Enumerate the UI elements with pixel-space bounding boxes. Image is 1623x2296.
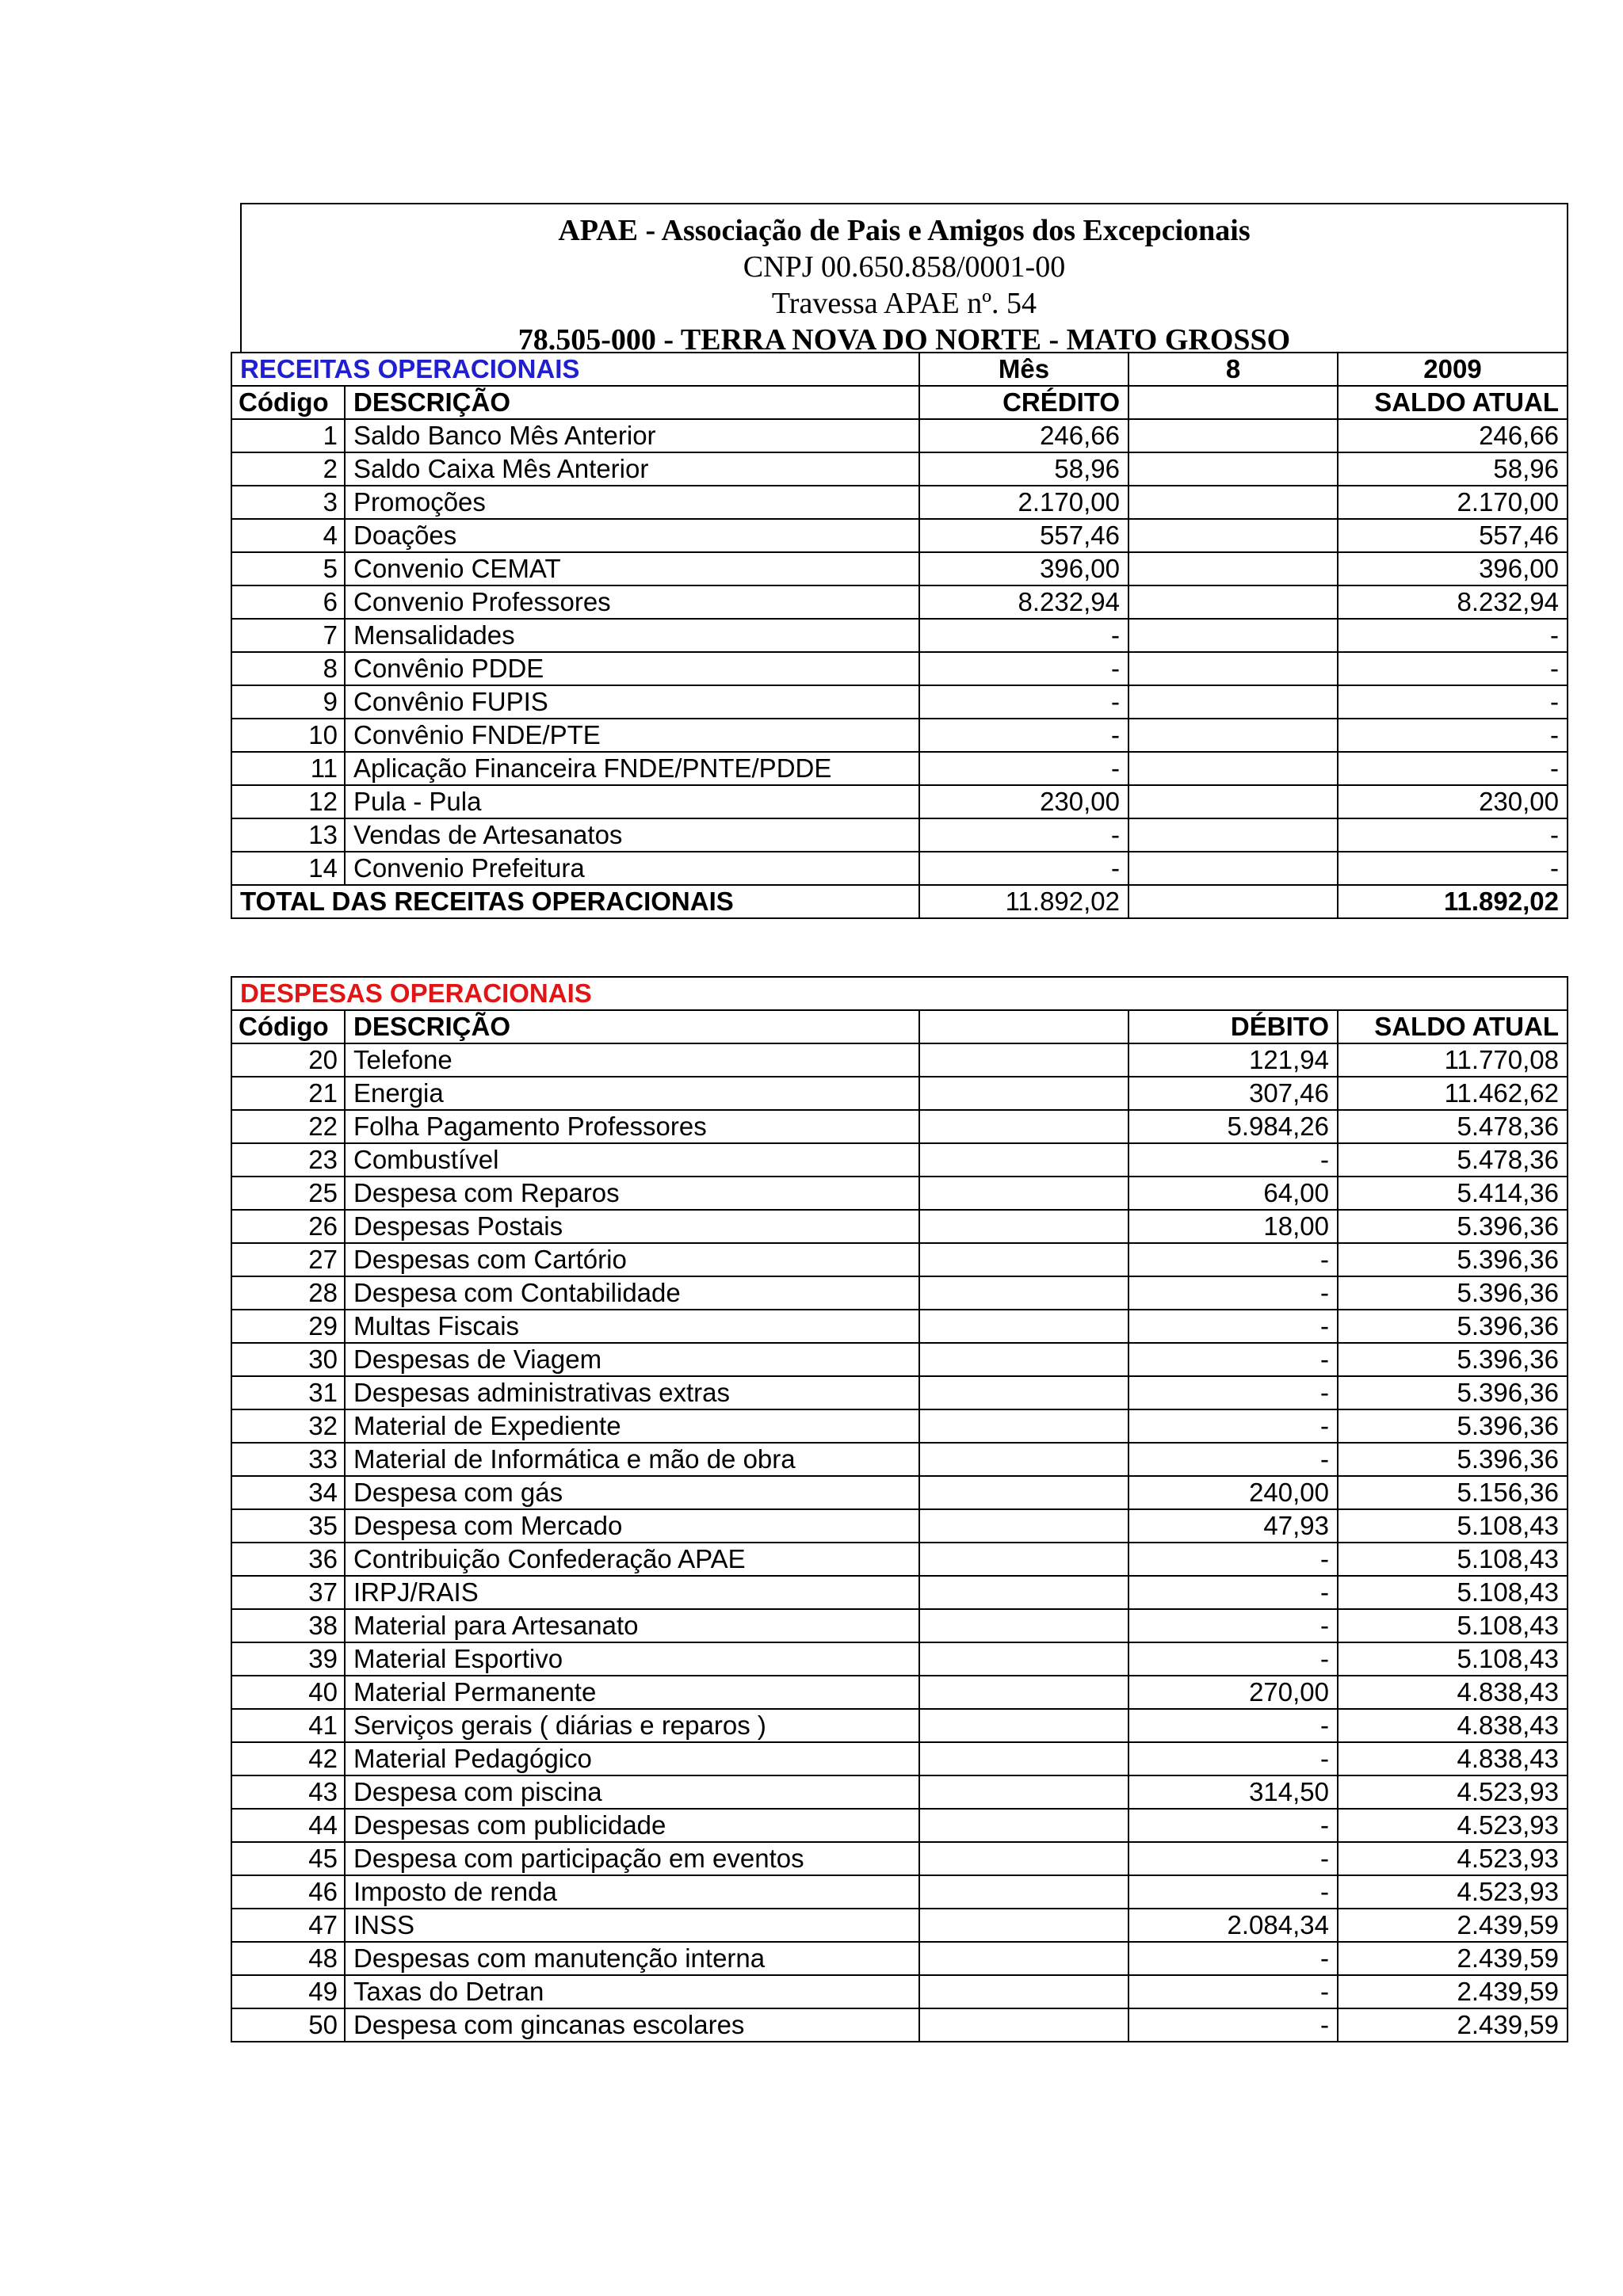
row-debito: - bbox=[1128, 1642, 1338, 1676]
row-debito: - bbox=[1128, 1875, 1338, 1909]
empty-cell bbox=[1128, 552, 1338, 585]
row-saldo: 4.838,43 bbox=[1338, 1676, 1568, 1709]
row-saldo: 11.462,62 bbox=[1338, 1077, 1568, 1110]
row-saldo: 2.439,59 bbox=[1338, 1942, 1568, 1975]
receita-row bbox=[231, 652, 1568, 685]
despesa-row bbox=[231, 1143, 1568, 1177]
despesa-row bbox=[231, 1942, 1568, 1975]
receita-row bbox=[231, 486, 1568, 519]
row-descricao: Despesa com Contabilidade bbox=[345, 1276, 919, 1310]
row-credito: 58,96 bbox=[919, 452, 1128, 486]
receita-row bbox=[231, 552, 1568, 585]
despesa-row bbox=[231, 1543, 1568, 1576]
row-saldo: 4.523,93 bbox=[1338, 1775, 1568, 1809]
despesa-row bbox=[231, 1842, 1568, 1875]
empty-cell bbox=[919, 1875, 1128, 1909]
receita-row bbox=[231, 719, 1568, 752]
row-saldo: 11.770,08 bbox=[1338, 1043, 1568, 1077]
row-descricao: Aplicação Financeira FNDE/PNTE/PDDE bbox=[345, 752, 919, 785]
col-descricao: DESCRIÇÃO bbox=[345, 386, 919, 419]
row-descricao: Despesa com Reparos bbox=[345, 1177, 919, 1210]
row-saldo: 4.838,43 bbox=[1338, 1709, 1568, 1742]
row-descricao: Mensalidades bbox=[345, 619, 919, 652]
row-descricao: Convênio PDDE bbox=[345, 652, 919, 685]
despesa-row bbox=[231, 1376, 1568, 1409]
empty-cell bbox=[919, 1210, 1128, 1243]
row-debito: - bbox=[1128, 1709, 1338, 1742]
empty-cell bbox=[919, 2008, 1128, 2042]
row-codigo: 12 bbox=[231, 785, 345, 818]
empty-cell bbox=[1128, 452, 1338, 486]
empty-cell bbox=[919, 1509, 1128, 1543]
row-credito: - bbox=[919, 719, 1128, 752]
despesa-row bbox=[231, 1676, 1568, 1709]
row-saldo: - bbox=[1338, 652, 1568, 685]
row-credito: 8.232,94 bbox=[919, 585, 1128, 619]
row-debito: - bbox=[1128, 1543, 1338, 1576]
row-descricao: Taxas do Detran bbox=[345, 1975, 919, 2008]
empty-cell bbox=[919, 1609, 1128, 1642]
empty-cell bbox=[1128, 652, 1338, 685]
empty-cell bbox=[919, 1676, 1128, 1709]
row-codigo: 32 bbox=[231, 1409, 345, 1443]
row-saldo: 2.170,00 bbox=[1338, 486, 1568, 519]
row-codigo: 37 bbox=[231, 1576, 345, 1609]
row-saldo: - bbox=[1338, 719, 1568, 752]
empty-cell bbox=[1128, 685, 1338, 719]
row-descricao: Material para Artesanato bbox=[345, 1609, 919, 1642]
row-descricao: Material Permanente bbox=[345, 1676, 919, 1709]
row-credito: - bbox=[919, 752, 1128, 785]
row-saldo: 5.396,36 bbox=[1338, 1443, 1568, 1476]
mes-label: Mês bbox=[919, 353, 1128, 386]
col-codigo: Código bbox=[231, 386, 345, 419]
row-saldo: 58,96 bbox=[1338, 452, 1568, 486]
row-saldo: - bbox=[1338, 619, 1568, 652]
row-debito: 5.984,26 bbox=[1128, 1110, 1338, 1143]
empty-cell bbox=[1128, 486, 1338, 519]
row-descricao: Saldo Banco Mês Anterior bbox=[345, 419, 919, 452]
despesa-row bbox=[231, 1276, 1568, 1310]
empty-cell bbox=[919, 1077, 1128, 1110]
row-descricao: Despesa com gás bbox=[345, 1476, 919, 1509]
empty-cell bbox=[919, 1775, 1128, 1809]
row-codigo: 36 bbox=[231, 1543, 345, 1576]
empty-cell bbox=[1128, 619, 1338, 652]
row-descricao: Convênio FNDE/PTE bbox=[345, 719, 919, 752]
row-saldo: 5.108,43 bbox=[1338, 1642, 1568, 1676]
receitas-total-row bbox=[231, 885, 1568, 918]
row-saldo: 8.232,94 bbox=[1338, 585, 1568, 619]
receita-row bbox=[231, 519, 1568, 552]
row-descricao: Vendas de Artesanatos bbox=[345, 818, 919, 852]
row-saldo: 5.156,36 bbox=[1338, 1476, 1568, 1509]
empty-cell bbox=[919, 1809, 1128, 1842]
receita-row bbox=[231, 752, 1568, 785]
org-cnpj: CNPJ 00.650.858/0001-00 bbox=[743, 250, 1066, 284]
row-descricao: Despesas de Viagem bbox=[345, 1343, 919, 1376]
row-saldo: 4.523,93 bbox=[1338, 1875, 1568, 1909]
row-codigo: 28 bbox=[231, 1276, 345, 1310]
row-saldo: 2.439,59 bbox=[1338, 1975, 1568, 2008]
row-debito: 47,93 bbox=[1128, 1509, 1338, 1543]
row-credito: 396,00 bbox=[919, 552, 1128, 585]
row-descricao: Convenio CEMAT bbox=[345, 552, 919, 585]
empty-cell bbox=[919, 1709, 1128, 1742]
receita-row bbox=[231, 852, 1568, 885]
despesas-title: DESPESAS OPERACIONAIS bbox=[231, 977, 1568, 1010]
despesa-row bbox=[231, 1210, 1568, 1243]
row-descricao: INSS bbox=[345, 1909, 919, 1942]
empty-cell bbox=[919, 1276, 1128, 1310]
despesa-row bbox=[231, 1476, 1568, 1509]
despesa-row bbox=[231, 2008, 1568, 2042]
row-credito: 2.170,00 bbox=[919, 486, 1128, 519]
despesa-row bbox=[231, 1409, 1568, 1443]
empty-cell bbox=[919, 1443, 1128, 1476]
empty-cell bbox=[919, 1975, 1128, 2008]
org-name: APAE - Associação de Pais e Amigos dos Excepcionais bbox=[558, 214, 1251, 247]
row-debito: - bbox=[1128, 1842, 1338, 1875]
row-codigo: 13 bbox=[231, 818, 345, 852]
row-debito: - bbox=[1128, 1609, 1338, 1642]
row-saldo: - bbox=[1338, 685, 1568, 719]
row-descricao: Despesa com Mercado bbox=[345, 1509, 919, 1543]
row-debito: - bbox=[1128, 1809, 1338, 1842]
receita-row bbox=[231, 619, 1568, 652]
empty-cell bbox=[919, 1909, 1128, 1942]
row-saldo: 5.478,36 bbox=[1338, 1110, 1568, 1143]
row-descricao: Doações bbox=[345, 519, 919, 552]
row-debito: 307,46 bbox=[1128, 1077, 1338, 1110]
despesa-row bbox=[231, 1177, 1568, 1210]
despesa-row bbox=[231, 1909, 1568, 1942]
header-box bbox=[240, 203, 1568, 353]
row-codigo: 11 bbox=[231, 752, 345, 785]
despesa-row bbox=[231, 1509, 1568, 1543]
empty-cell bbox=[919, 1543, 1128, 1576]
row-codigo: 3 bbox=[231, 486, 345, 519]
row-saldo: 5.396,36 bbox=[1338, 1376, 1568, 1409]
row-debito: 18,00 bbox=[1128, 1210, 1338, 1243]
row-descricao: Saldo Caixa Mês Anterior bbox=[345, 452, 919, 486]
row-debito: 121,94 bbox=[1128, 1043, 1338, 1077]
despesa-row bbox=[231, 1742, 1568, 1775]
row-descricao: Convenio Professores bbox=[345, 585, 919, 619]
row-descricao: Contribuição Confederação APAE bbox=[345, 1543, 919, 1576]
row-codigo: 9 bbox=[231, 685, 345, 719]
row-saldo: 4.523,93 bbox=[1338, 1842, 1568, 1875]
empty-cell bbox=[919, 1143, 1128, 1177]
row-codigo: 2 bbox=[231, 452, 345, 486]
row-descricao: Material de Expediente bbox=[345, 1409, 919, 1443]
empty-cell bbox=[919, 1343, 1128, 1376]
row-debito: - bbox=[1128, 1576, 1338, 1609]
row-saldo: 5.108,43 bbox=[1338, 1609, 1568, 1642]
row-descricao: Despesas com Cartório bbox=[345, 1243, 919, 1276]
row-codigo: 1 bbox=[231, 419, 345, 452]
row-saldo: 5.396,36 bbox=[1338, 1243, 1568, 1276]
despesa-row bbox=[231, 1243, 1568, 1276]
row-saldo: - bbox=[1338, 752, 1568, 785]
despesa-row bbox=[231, 1709, 1568, 1742]
row-codigo: 49 bbox=[231, 1975, 345, 2008]
row-descricao: Pula - Pula bbox=[345, 785, 919, 818]
despesa-row bbox=[231, 1343, 1568, 1376]
row-saldo: 4.838,43 bbox=[1338, 1742, 1568, 1775]
row-debito: - bbox=[1128, 1343, 1338, 1376]
row-credito: - bbox=[919, 685, 1128, 719]
row-codigo: 38 bbox=[231, 1609, 345, 1642]
row-saldo: 2.439,59 bbox=[1338, 1909, 1568, 1942]
receita-row bbox=[231, 452, 1568, 486]
row-codigo: 41 bbox=[231, 1709, 345, 1742]
empty-cell bbox=[1128, 419, 1338, 452]
row-debito: - bbox=[1128, 1276, 1338, 1310]
row-credito: 557,46 bbox=[919, 519, 1128, 552]
despesa-row bbox=[231, 1775, 1568, 1809]
empty-cell bbox=[919, 1476, 1128, 1509]
empty-cell bbox=[919, 1409, 1128, 1443]
col-saldo: SALDO ATUAL bbox=[1338, 386, 1568, 419]
despesa-row bbox=[231, 1609, 1568, 1642]
despesa-row bbox=[231, 1875, 1568, 1909]
row-descricao: Folha Pagamento Professores bbox=[345, 1110, 919, 1143]
row-saldo: - bbox=[1338, 852, 1568, 885]
row-saldo: 5.478,36 bbox=[1338, 1143, 1568, 1177]
row-descricao: Imposto de renda bbox=[345, 1875, 919, 1909]
row-codigo: 30 bbox=[231, 1343, 345, 1376]
row-descricao: Material Pedagógico bbox=[345, 1742, 919, 1775]
receita-row bbox=[231, 818, 1568, 852]
row-descricao: Despesa com participação em eventos bbox=[345, 1842, 919, 1875]
empty-cell bbox=[919, 1043, 1128, 1077]
despesa-row bbox=[231, 1443, 1568, 1476]
row-codigo: 22 bbox=[231, 1110, 345, 1143]
empty-cell bbox=[1128, 752, 1338, 785]
row-descricao: IRPJ/RAIS bbox=[345, 1576, 919, 1609]
row-debito: - bbox=[1128, 1376, 1338, 1409]
row-codigo: 45 bbox=[231, 1842, 345, 1875]
row-saldo: 557,46 bbox=[1338, 519, 1568, 552]
empty-cell bbox=[919, 1310, 1128, 1343]
row-codigo: 48 bbox=[231, 1942, 345, 1975]
despesas-title-row bbox=[231, 977, 1568, 1010]
row-codigo: 20 bbox=[231, 1043, 345, 1077]
row-debito: 2.084,34 bbox=[1128, 1909, 1338, 1942]
total-label: TOTAL DAS RECEITAS OPERACIONAIS bbox=[231, 885, 919, 918]
empty-cell bbox=[1128, 785, 1338, 818]
mes-value: 8 bbox=[1128, 353, 1338, 386]
row-codigo: 4 bbox=[231, 519, 345, 552]
empty-cell bbox=[919, 1243, 1128, 1276]
despesa-row bbox=[231, 1809, 1568, 1842]
row-codigo: 10 bbox=[231, 719, 345, 752]
row-codigo: 5 bbox=[231, 552, 345, 585]
row-codigo: 40 bbox=[231, 1676, 345, 1709]
despesas-table bbox=[231, 976, 1568, 2042]
row-codigo: 33 bbox=[231, 1443, 345, 1476]
row-debito: - bbox=[1128, 1310, 1338, 1343]
receita-row bbox=[231, 585, 1568, 619]
row-credito: - bbox=[919, 652, 1128, 685]
despesa-row bbox=[231, 1077, 1568, 1110]
row-descricao: Despesas com manutenção interna bbox=[345, 1942, 919, 1975]
row-descricao: Combustível bbox=[345, 1143, 919, 1177]
row-codigo: 47 bbox=[231, 1909, 345, 1942]
row-debito: - bbox=[1128, 1742, 1338, 1775]
empty-cell bbox=[1128, 585, 1338, 619]
receita-row bbox=[231, 785, 1568, 818]
year-value: 2009 bbox=[1338, 353, 1568, 386]
row-saldo: 2.439,59 bbox=[1338, 2008, 1568, 2042]
row-codigo: 42 bbox=[231, 1742, 345, 1775]
row-saldo: 5.414,36 bbox=[1338, 1177, 1568, 1210]
row-codigo: 44 bbox=[231, 1809, 345, 1842]
row-codigo: 35 bbox=[231, 1509, 345, 1543]
row-debito: - bbox=[1128, 1243, 1338, 1276]
receitas-title-row bbox=[231, 353, 1568, 386]
col-codigo: Código bbox=[231, 1010, 345, 1043]
empty-cell bbox=[1128, 852, 1338, 885]
empty-cell bbox=[1128, 818, 1338, 852]
receita-row bbox=[231, 685, 1568, 719]
row-codigo: 31 bbox=[231, 1376, 345, 1409]
row-codigo: 46 bbox=[231, 1875, 345, 1909]
row-credito: 230,00 bbox=[919, 785, 1128, 818]
row-saldo: 5.396,36 bbox=[1338, 1276, 1568, 1310]
row-debito: 270,00 bbox=[1128, 1676, 1338, 1709]
row-debito: - bbox=[1128, 1975, 1338, 2008]
row-descricao: Despesas Postais bbox=[345, 1210, 919, 1243]
despesa-row bbox=[231, 1576, 1568, 1609]
empty-cell bbox=[919, 1642, 1128, 1676]
row-descricao: Despesas administrativas extras bbox=[345, 1376, 919, 1409]
empty-cell bbox=[1128, 519, 1338, 552]
row-saldo: 5.396,36 bbox=[1338, 1210, 1568, 1243]
row-descricao: Despesas com publicidade bbox=[345, 1809, 919, 1842]
receitas-title: RECEITAS OPERACIONAIS bbox=[231, 353, 919, 386]
despesa-row bbox=[231, 1310, 1568, 1343]
despesa-row bbox=[231, 1043, 1568, 1077]
row-saldo: 4.523,93 bbox=[1338, 1809, 1568, 1842]
row-saldo: 5.396,36 bbox=[1338, 1343, 1568, 1376]
col-saldo: SALDO ATUAL bbox=[1338, 1010, 1568, 1043]
row-debito: - bbox=[1128, 2008, 1338, 2042]
col-descricao: DESCRIÇÃO bbox=[345, 1010, 919, 1043]
row-codigo: 23 bbox=[231, 1143, 345, 1177]
row-codigo: 6 bbox=[231, 585, 345, 619]
despesa-row bbox=[231, 1975, 1568, 2008]
row-saldo: 246,66 bbox=[1338, 419, 1568, 452]
row-debito: - bbox=[1128, 1443, 1338, 1476]
row-debito: 240,00 bbox=[1128, 1476, 1338, 1509]
row-descricao: Multas Fiscais bbox=[345, 1310, 919, 1343]
row-descricao: Despesa com piscina bbox=[345, 1775, 919, 1809]
row-descricao: Telefone bbox=[345, 1043, 919, 1077]
row-saldo: 5.396,36 bbox=[1338, 1409, 1568, 1443]
row-codigo: 7 bbox=[231, 619, 345, 652]
row-debito: - bbox=[1128, 1143, 1338, 1177]
empty-cell bbox=[1128, 719, 1338, 752]
receita-row bbox=[231, 419, 1568, 452]
row-credito: 246,66 bbox=[919, 419, 1128, 452]
row-credito: - bbox=[919, 852, 1128, 885]
empty-cell bbox=[1128, 386, 1338, 419]
empty-cell bbox=[919, 1742, 1128, 1775]
col-credito: CRÉDITO bbox=[919, 386, 1128, 419]
row-descricao: Material de Informática e mão de obra bbox=[345, 1443, 919, 1476]
empty-cell bbox=[1128, 885, 1338, 918]
row-debito: - bbox=[1128, 1409, 1338, 1443]
row-credito: - bbox=[919, 818, 1128, 852]
row-codigo: 25 bbox=[231, 1177, 345, 1210]
row-codigo: 14 bbox=[231, 852, 345, 885]
despesa-row bbox=[231, 1642, 1568, 1676]
row-saldo: 230,00 bbox=[1338, 785, 1568, 818]
row-codigo: 39 bbox=[231, 1642, 345, 1676]
row-saldo: 5.396,36 bbox=[1338, 1310, 1568, 1343]
org-address: Travessa APAE nº. 54 bbox=[771, 287, 1037, 320]
empty-cell bbox=[919, 1177, 1128, 1210]
row-debito: - bbox=[1128, 1942, 1338, 1975]
total-saldo: 11.892,02 bbox=[1338, 885, 1568, 918]
row-descricao: Despesa com gincanas escolares bbox=[345, 2008, 919, 2042]
org-city: 78.505-000 - TERRA NOVA DO NORTE - MATO GROSSO bbox=[517, 323, 1291, 353]
row-saldo: 5.108,43 bbox=[1338, 1543, 1568, 1576]
row-descricao: Promoções bbox=[345, 486, 919, 519]
row-codigo: 8 bbox=[231, 652, 345, 685]
row-saldo: 5.108,43 bbox=[1338, 1576, 1568, 1609]
total-credito: 11.892,02 bbox=[919, 885, 1128, 918]
row-descricao: Serviços gerais ( diárias e reparos ) bbox=[345, 1709, 919, 1742]
row-codigo: 34 bbox=[231, 1476, 345, 1509]
row-codigo: 27 bbox=[231, 1243, 345, 1276]
row-codigo: 50 bbox=[231, 2008, 345, 2042]
row-saldo: - bbox=[1338, 818, 1568, 852]
row-descricao: Energia bbox=[345, 1077, 919, 1110]
row-codigo: 29 bbox=[231, 1310, 345, 1343]
empty-cell bbox=[919, 1842, 1128, 1875]
receitas-table bbox=[231, 352, 1568, 919]
row-debito: 314,50 bbox=[1128, 1775, 1338, 1809]
row-codigo: 21 bbox=[231, 1077, 345, 1110]
row-descricao: Convenio Prefeitura bbox=[345, 852, 919, 885]
row-descricao: Material Esportivo bbox=[345, 1642, 919, 1676]
row-saldo: 396,00 bbox=[1338, 552, 1568, 585]
row-codigo: 43 bbox=[231, 1775, 345, 1809]
row-descricao: Convênio FUPIS bbox=[345, 685, 919, 719]
row-codigo: 26 bbox=[231, 1210, 345, 1243]
despesa-row bbox=[231, 1110, 1568, 1143]
empty-cell bbox=[919, 1576, 1128, 1609]
col-debito: DÉBITO bbox=[1128, 1010, 1338, 1043]
empty-cell bbox=[919, 1376, 1128, 1409]
row-saldo: 5.108,43 bbox=[1338, 1509, 1568, 1543]
despesas-header-row bbox=[231, 1010, 1568, 1043]
row-credito: - bbox=[919, 619, 1128, 652]
receitas-header-row bbox=[231, 386, 1568, 419]
empty-cell bbox=[919, 1110, 1128, 1143]
empty-cell bbox=[919, 1942, 1128, 1975]
empty-cell bbox=[919, 1010, 1128, 1043]
row-debito: 64,00 bbox=[1128, 1177, 1338, 1210]
